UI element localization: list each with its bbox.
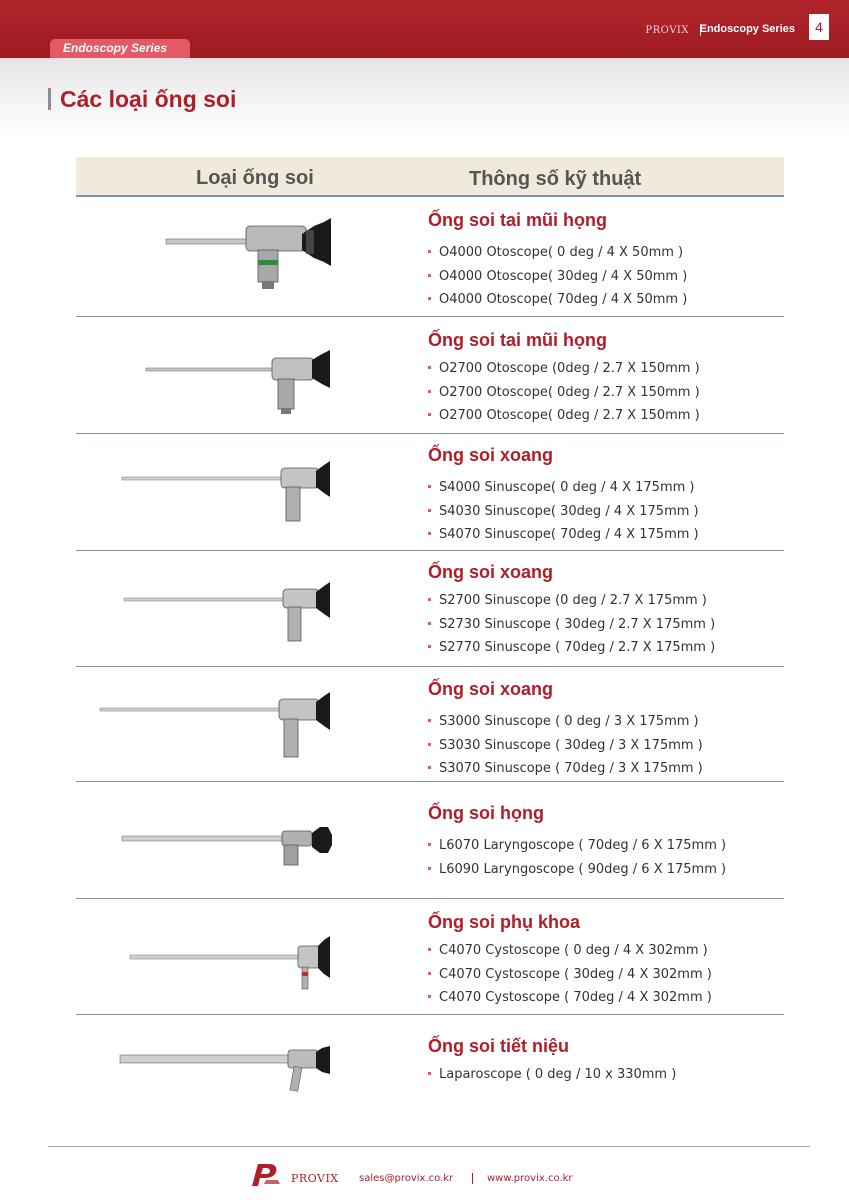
otoscope-image [76,318,416,434]
spec-title: Ống soi tai mũi họng [428,210,607,230]
spec-item: L6070 Laryngoscope ( 70deg / 6 X 175mm ) [428,834,726,858]
footer-divider [48,1146,810,1147]
spec-block [428,562,715,660]
spec-list [428,939,712,1010]
spec-title: Ống soi tai mũi họng [428,330,607,350]
page-title: Các loại ống soi [60,86,237,112]
spec-block [428,1036,676,1087]
spec-item: S2770 Sinuscope ( 70deg / 2.7 X 175mm ) [428,636,715,660]
footer-separator [472,1173,473,1184]
spec-item: L6090 Laryngoscope ( 90deg / 6 X 175mm ) [428,858,726,882]
spec-item: S3000 Sinuscope ( 0 deg / 3 X 175mm ) [428,710,703,734]
column-header-type: Loại ống soi [196,167,314,189]
sinuscope-image [76,435,416,551]
title-accent-bar [48,88,51,110]
spec-item: S2700 Sinuscope (0 deg / 2.7 X 175mm ) [428,589,715,613]
spec-item: S4030 Sinuscope( 30deg / 4 X 175mm ) [428,500,699,524]
spec-item: S3070 Sinuscope ( 70deg / 3 X 175mm ) [428,757,703,781]
laryngoscope-image [76,783,416,899]
spec-item: C4070 Cystoscope ( 30deg / 4 X 302mm ) [428,963,712,987]
sinuscope-image [76,552,416,667]
spec-item: O2700 Otoscope (0deg / 2.7 X 150mm ) [428,357,700,381]
table-row [76,318,784,434]
footer-email-link[interactable]: sales@provix.co.kr [359,1173,454,1184]
spec-list [428,1063,676,1087]
table-row [76,198,784,317]
spec-list [428,834,726,881]
header-series: Endoscopy Series [699,23,795,35]
spec-item: S3030 Sinuscope ( 30deg / 3 X 175mm ) [428,734,703,758]
spec-item: O4000 Otoscope( 70deg / 4 X 50mm ) [428,288,687,312]
spec-block [428,445,699,547]
table-row [76,435,784,551]
spec-title: Ống soi họng [428,803,544,823]
spec-title: Ống soi xoang [428,679,554,699]
spec-title: Ống soi phụ khoa [428,912,580,932]
spec-block [428,210,687,312]
spec-item: S2730 Sinuscope ( 30deg / 2.7 X 175mm ) [428,613,715,637]
table-row [76,552,784,667]
laparoscope-image [76,1016,416,1126]
table-row [76,668,784,782]
spec-item: O4000 Otoscope( 30deg / 4 X 50mm ) [428,265,687,289]
table-row [76,1016,784,1126]
spec-item: S4070 Sinuscope( 70deg / 4 X 175mm ) [428,523,699,547]
spec-list [428,241,687,312]
spec-block [428,803,726,881]
footer-brand: PROVIX [291,1172,339,1185]
provix-logo-icon [248,1160,282,1188]
column-header-spec: Thông số kỹ thuật [469,168,642,190]
spec-item: Laparoscope ( 0 deg / 10 x 330mm ) [428,1063,676,1087]
spec-block [428,330,700,428]
page-number: 4 [809,14,829,40]
footer [248,1160,648,1190]
table-header [76,157,784,197]
table-row [76,900,784,1015]
spec-block [428,679,703,781]
spec-title: Ống soi tiết niệu [428,1036,570,1056]
spec-item: C4070 Cystoscope ( 0 deg / 4 X 302mm ) [428,939,712,963]
spec-title: Ống soi xoang [428,562,554,582]
spec-list [428,710,703,781]
spec-item: O4000 Otoscope( 0 deg / 4 X 50mm ) [428,241,687,265]
spec-title: Ống soi xoang [428,445,554,465]
spec-list [428,357,700,428]
spec-item: S4000 Sinuscope( 0 deg / 4 X 175mm ) [428,476,699,500]
spec-item: C4070 Cystoscope ( 70deg / 4 X 302mm ) [428,986,712,1010]
spec-list [428,589,715,660]
otoscope-image [76,198,416,317]
spec-item: O2700 Otoscope( 0deg / 2.7 X 150mm ) [428,381,700,405]
spec-block [428,912,712,1010]
series-tab: Endoscopy Series [50,39,190,58]
spec-list [428,476,699,547]
footer-website-link[interactable]: www.provix.co.kr [487,1173,573,1184]
sinuscope-image [76,668,416,782]
header-brand: PROVIX [645,25,689,36]
spec-item: O2700 Otoscope( 0deg / 2.7 X 150mm ) [428,404,700,428]
table-row [76,783,784,899]
cystoscope-image [76,900,416,1015]
